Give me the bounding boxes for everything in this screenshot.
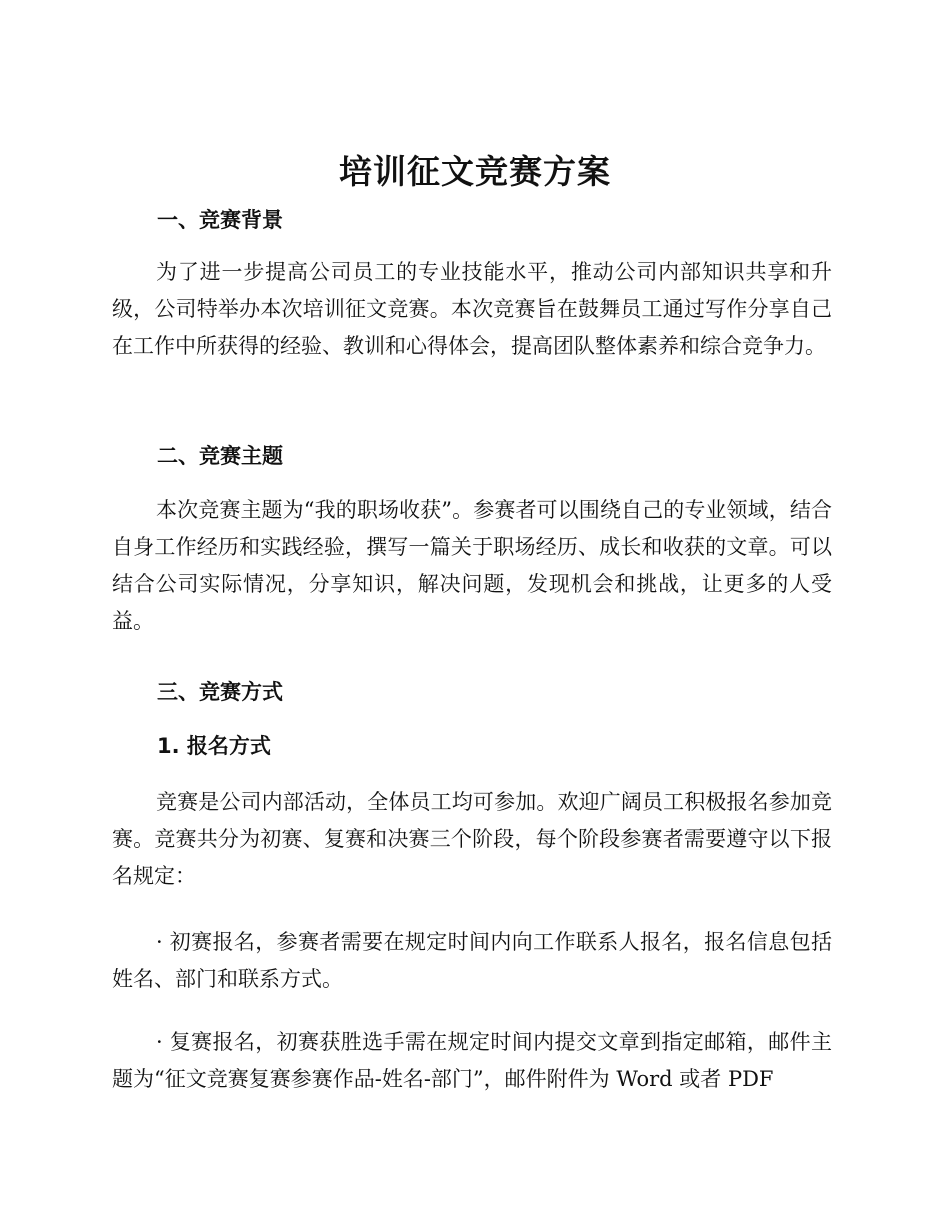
section-heading-method: 三、竞赛方式 [157,680,283,704]
section-heading-background: 一、竞赛背景 [157,208,283,232]
bullet-preliminary-registration: · 初赛报名，参赛者需要在规定时间内向工作联系人报名，报名信息包括姓名、部门和联系方式。 [112,930,832,991]
paragraph-theme: 本次竞赛主题为“我的职场收获”。参赛者可以围绕自己的专业领域，结合自身工作经历和实践经验，撰写一篇关于职场经历、成长和收获的文章。可以结合公司实际情况，分享知识，解决问题，发现机会和挑战，让更多的人受益。 [112,498,832,633]
bullet-semifinal-registration: · 复赛报名，初赛获胜选手需在规定时间内提交文章到指定邮箱，邮件主题为“征文竞赛复赛参赛作品-姓名-部门”，邮件附件为 Word 或者 PDF [112,1030,832,1091]
paragraph-background: 为了进一步提高公司员工的专业技能水平，推动公司内部知识共享和升级，公司特举办本次培训征文竞赛。本次竞赛旨在鼓舞员工通过写作分享自己在工作中所获得的经验、教训和心得体会，提高团队整体素养和综合竞争力。 [112,260,832,358]
section-heading-theme: 二、竞赛主题 [157,444,283,468]
subheading-registration: 1. 报名方式 [157,734,271,758]
document-title: 培训征文竞赛方案 [339,152,611,191]
paragraph-registration: 竞赛是公司内部活动，全体员工均可参加。欢迎广阔员工积极报名参加竞赛。竞赛共分为初赛、复赛和决赛三个阶段，每个阶段参赛者需要遵守以下报名规定： [112,790,832,888]
